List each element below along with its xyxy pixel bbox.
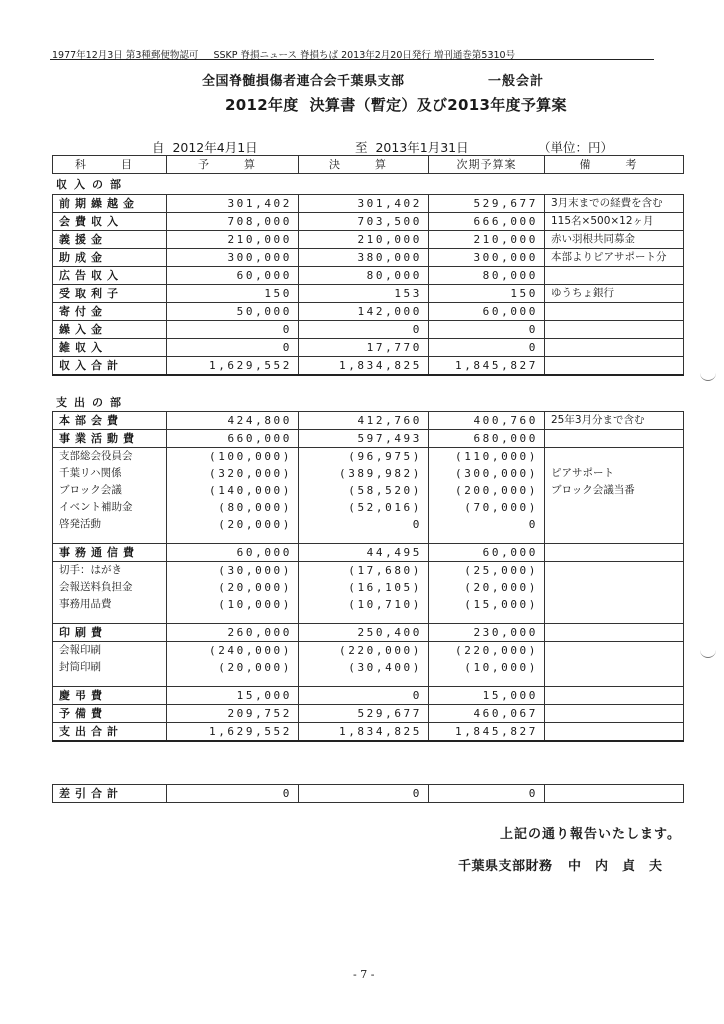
row-budget-value: 1,629,552 [167,723,299,742]
expense-row [53,430,684,448]
row-next-budget-value: (10,000) [429,659,545,676]
row-actual-value: (17,680) [299,562,429,580]
empty-cell [299,533,429,544]
expense-row [53,687,684,705]
row-next-budget-value: 60,000 [429,544,545,562]
income-row [53,339,684,357]
punch-hole-mark [700,649,716,658]
row-note [545,321,684,339]
row-item-label: 受取利子 [53,285,167,303]
row-note: 赤い羽根共同募金 [545,231,684,249]
row-actual-value: 1,834,825 [299,357,429,376]
row-note: ブロック会議当番 [545,482,684,499]
row-actual-value: 17,770 [299,339,429,357]
row-budget-value: (140,000) [167,482,299,499]
row-budget-value: (80,000) [167,499,299,516]
row-item-label: 啓発活動 [53,516,167,533]
row-item-label: 慶弔費 [53,687,167,705]
income-row [53,231,684,249]
row-budget-value: 150 [167,285,299,303]
row-next-budget-value: 529,677 [429,195,545,213]
row-budget-value: 60,000 [167,267,299,285]
row-actual-value: (220,000) [299,642,429,660]
row-next-budget-value: 210,000 [429,231,545,249]
col-header-actual: 決 算 [299,156,429,174]
row-note [545,579,684,596]
empty-cell [429,533,545,544]
row-note [545,723,684,742]
row-item-label: 事務通信費 [53,544,167,562]
expense-section-label: 支出の部 [56,396,128,409]
row-budget-value: 660,000 [167,430,299,448]
expense-subrow [53,596,684,613]
balance-item: 差引合計 [53,785,167,803]
row-next-budget-value: 15,000 [429,687,545,705]
report-statement: 上記の通り報告いたします。 [500,827,681,842]
row-next-budget-value: (200,000) [429,482,545,499]
page-number: - 7 - [353,968,375,981]
row-next-budget-value: 300,000 [429,249,545,267]
row-actual-value: 703,500 [299,213,429,231]
row-note [545,705,684,723]
signatory-role: 千葉県支部財務 [458,859,553,874]
row-item-label: 義援金 [53,231,167,249]
row-item-label: 広告収入 [53,267,167,285]
empty-cell [429,613,545,624]
row-item-label: 寄付金 [53,303,167,321]
row-actual-value: 529,677 [299,705,429,723]
row-actual-value: 153 [299,285,429,303]
expense-subrow [53,516,684,533]
income-row [53,285,684,303]
row-actual-value: 44,495 [299,544,429,562]
spacer-row [53,533,684,544]
row-next-budget-value: (15,000) [429,596,545,613]
empty-cell [299,676,429,687]
row-budget-value: 209,752 [167,705,299,723]
column-header-row [53,156,684,174]
row-budget-value: 424,800 [167,412,299,430]
row-note [545,624,684,642]
expense-subrow [53,659,684,676]
row-note [545,267,684,285]
row-note: 3月末までの経費を含む [545,195,684,213]
row-item-label: 前期繰越金 [53,195,167,213]
row-budget-value: 301,402 [167,195,299,213]
row-note: ピアサポート [545,465,684,482]
row-item-label: 印刷費 [53,624,167,642]
row-budget-value: 708,000 [167,213,299,231]
row-actual-value: 0 [299,687,429,705]
row-budget-value: 15,000 [167,687,299,705]
document-title: 2012年度 決算書（暫定）及び2013年度予算案 [225,96,567,114]
row-actual-value: (389,982) [299,465,429,482]
period-from: 自 2012年4月1日 [152,140,258,155]
row-next-budget-value: 60,000 [429,303,545,321]
spacer-row [53,613,684,624]
row-item-label: 助成金 [53,249,167,267]
row-note: 25年3月分まで含む [545,412,684,430]
row-next-budget-value: 0 [429,339,545,357]
row-note: ゆうちょ銀行 [545,285,684,303]
row-next-budget-value: 80,000 [429,267,545,285]
row-budget-value: 260,000 [167,624,299,642]
expense-row [53,705,684,723]
income-row [53,267,684,285]
row-item-label: 繰入金 [53,321,167,339]
col-header-item: 科 目 [53,156,167,174]
column-header-table [52,155,684,174]
expense-row [53,624,684,642]
expense-subrow [53,465,684,482]
income-row [53,213,684,231]
balance-actual: 0 [299,785,429,803]
row-next-budget-value: 400,760 [429,412,545,430]
row-actual-value: 301,402 [299,195,429,213]
row-note [545,430,684,448]
row-budget-value: (20,000) [167,659,299,676]
row-note [545,448,684,466]
row-item-label: 予備費 [53,705,167,723]
row-note [545,596,684,613]
income-row [53,303,684,321]
punch-hole-mark [700,372,716,381]
row-next-budget-value: (110,000) [429,448,545,466]
row-next-budget-value: 1,845,827 [429,723,545,742]
row-budget-value: 1,629,552 [167,357,299,376]
expense-table [52,411,684,742]
expense-subrow [53,562,684,580]
row-actual-value: (30,400) [299,659,429,676]
row-next-budget-value: 230,000 [429,624,545,642]
row-budget-value: 0 [167,321,299,339]
row-item-label: 会費収入 [53,213,167,231]
empty-cell [167,533,299,544]
row-next-budget-value: (300,000) [429,465,545,482]
row-budget-value: 210,000 [167,231,299,249]
row-actual-value: (16,105) [299,579,429,596]
row-budget-value: 0 [167,339,299,357]
row-actual-value: 142,000 [299,303,429,321]
empty-cell [299,613,429,624]
row-actual-value: 380,000 [299,249,429,267]
row-item-label: 千葉リハ関係 [53,465,167,482]
row-item-label: 支部総会役員会 [53,448,167,466]
row-next-budget-value: (220,000) [429,642,545,660]
expense-subrow [53,499,684,516]
empty-cell [53,613,167,624]
row-actual-value: 210,000 [299,231,429,249]
header-divider [50,59,654,60]
row-actual-value: 412,760 [299,412,429,430]
col-header-budget: 予 算 [167,156,299,174]
row-item-label: 切手：はがき [53,562,167,580]
empty-cell [167,676,299,687]
account-type: 一般会計 [488,74,545,89]
signatory-name: 中内貞夫 [568,859,677,874]
row-next-budget-value: (70,000) [429,499,545,516]
empty-cell [53,676,167,687]
expense-total-row [53,723,684,742]
row-budget-value: 60,000 [167,544,299,562]
income-total-row [53,357,684,376]
row-budget-value: (30,000) [167,562,299,580]
balance-note [545,785,684,803]
row-item-label: 支出合計 [53,723,167,742]
empty-cell [545,676,684,687]
balance-row [53,785,684,803]
row-note [545,562,684,580]
empty-cell [53,533,167,544]
row-note: 115名×500×12ヶ月 [545,213,684,231]
expense-row [53,544,684,562]
unit-label: （単位：円） [538,140,614,155]
row-budget-value: (320,000) [167,465,299,482]
col-header-next-budget: 次期予算案 [429,156,545,174]
row-item-label: 事務用品費 [53,596,167,613]
row-next-budget-value: 680,000 [429,430,545,448]
row-note [545,687,684,705]
balance-next: 0 [429,785,545,803]
income-section-label: 収入の部 [56,178,128,191]
row-item-label: 封筒印刷 [53,659,167,676]
organization-name: 全国脊髄損傷者連合会千葉県支部 [202,74,405,89]
empty-cell [545,613,684,624]
empty-cell [429,676,545,687]
row-note [545,642,684,660]
row-next-budget-value: (25,000) [429,562,545,580]
row-note [545,499,684,516]
row-note [545,659,684,676]
income-table [52,194,684,376]
income-row [53,195,684,213]
row-item-label: 会報印刷 [53,642,167,660]
expense-subrow [53,642,684,660]
income-row [53,321,684,339]
balance-table [52,784,684,803]
empty-cell [545,533,684,544]
period-to: 至 2013年1月31日 [355,140,469,155]
row-actual-value: 1,834,825 [299,723,429,742]
publication-header: 1977年12月3日 第3種郵便物認可 SSKP 脊損ニュース 脊損ちば 2013年2月20日発行 増刊通巻第5310号 [52,50,516,61]
row-note [545,516,684,533]
row-item-label: 事業活動費 [53,430,167,448]
row-actual-value: 80,000 [299,267,429,285]
row-note [545,339,684,357]
expense-subrow [53,579,684,596]
row-note [545,357,684,376]
row-item-label: 会報送料負担金 [53,579,167,596]
col-header-note: 備 考 [545,156,684,174]
row-actual-value: 597,493 [299,430,429,448]
row-budget-value: (240,000) [167,642,299,660]
spacer-row [53,676,684,687]
row-item-label: 本部会費 [53,412,167,430]
row-actual-value: (10,710) [299,596,429,613]
row-item-label: 雑収入 [53,339,167,357]
expense-subrow [53,448,684,466]
row-note [545,303,684,321]
row-note: 本部よりピアサポート分 [545,249,684,267]
row-item-label: イベント補助金 [53,499,167,516]
row-next-budget-value: 150 [429,285,545,303]
row-actual-value: (96,975) [299,448,429,466]
row-note [545,544,684,562]
row-next-budget-value: 1,845,827 [429,357,545,376]
row-next-budget-value: 0 [429,516,545,533]
balance-budget: 0 [167,785,299,803]
row-actual-value: (58,520) [299,482,429,499]
expense-subrow [53,482,684,499]
row-budget-value: (20,000) [167,579,299,596]
expense-row [53,412,684,430]
row-actual-value: 0 [299,321,429,339]
row-next-budget-value: 460,067 [429,705,545,723]
row-budget-value: 300,000 [167,249,299,267]
row-item-label: 収入合計 [53,357,167,376]
row-budget-value: 50,000 [167,303,299,321]
row-budget-value: (10,000) [167,596,299,613]
row-actual-value: 0 [299,516,429,533]
income-row [53,249,684,267]
row-budget-value: (20,000) [167,516,299,533]
row-next-budget-value: (20,000) [429,579,545,596]
row-actual-value: (52,016) [299,499,429,516]
row-budget-value: (100,000) [167,448,299,466]
row-next-budget-value: 666,000 [429,213,545,231]
empty-cell [167,613,299,624]
row-next-budget-value: 0 [429,321,545,339]
row-item-label: ブロック会議 [53,482,167,499]
row-actual-value: 250,400 [299,624,429,642]
